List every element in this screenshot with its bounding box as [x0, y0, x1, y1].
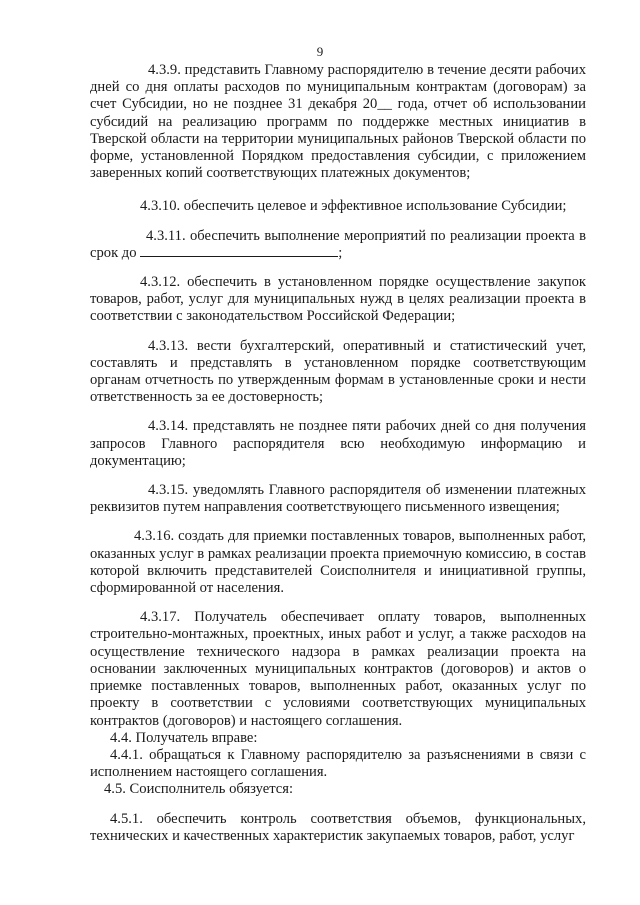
clause-4-5: 4.5. Соисполнитель обязуется: [104, 781, 294, 798]
clause-4-3-9: 4.3.9. представить Главному распорядителю в течение десяти рабочих дней со дня оплаты расходов по муниципальным контрактам (договорам) за счет Субсидии, но не позднее 31 декабря 20__ года, отчет об использовании субсидий на реализацию программ по поддержке местных инициатив в Тверской области на территории муниципальных районов Тверской области по форме, установленной Порядком предоставления субсидии, с приложением заверенных копий соответствующих платежных документов; [90, 62, 586, 182]
clause-4-3-11-end: ; [338, 244, 343, 261]
clause-4-3-11-text: 4.3.11. обеспечить выполнение мероприятий по реализации проекта в срок до [90, 227, 586, 261]
clause-4-3-10: 4.3.10. обеспечить целевое и эффективное использование Субсидии; [140, 198, 567, 215]
clause-4-3-17: 4.3.17. Получатель обеспечивает оплату товаров, выполненных строительно-монтажных, проектных, иных работ и услуг, а также расходов на осуществление технического надзора в рамках реализации проекта на основании заключенных муниципальных контрактов (договоров) и актов о приемке поставленных товаров, выполненных работ, оказанных услуг по проекту в соответствии с условиями соответствующих муниципальных контрактов (договоров) и настоящего соглашения. [90, 609, 586, 729]
clause-4-4: 4.4. Получатель вправе: [110, 729, 258, 746]
clause-4-3-16: 4.3.16. создать для приемки поставленных товаров, выполненных работ, оказанных услуг в рамках реализации проекта приемочную комиссию, в состав которой включить представителей Соисполнителя и инициативной группы, сформированной от населения. [90, 528, 586, 597]
clause-4-4-1: 4.4.1. обращаться к Главному распорядителю за разъяснениями в связи с исполнением настоящего соглашения. [90, 746, 586, 781]
date-blank-line [140, 245, 338, 257]
clause-4-3-15: 4.3.15. уведомлять Главного распорядителя об изменении платежных реквизитов путем направления соответствующего письменного извещения; [90, 482, 586, 516]
clause-4-5-1: 4.5.1. обеспечить контроль соответствия объемов, функциональных, технических и качественных характеристик закупаемых товаров, работ, услуг [90, 810, 586, 844]
clause-4-3-14: 4.3.14. представлять не позднее пяти рабочих дней со дня получения запросов Главного распорядителя всю необходимую информацию и документацию; [90, 418, 586, 469]
clause-4-3-13: 4.3.13. вести бухгалтерский, оперативный и статистический учет, составлять и представлять в установленном порядке соответствующим органам отчетность по утвержденным формам в установленные сроки и нести ответственность за ее достоверность; [90, 337, 586, 406]
clause-4-3-12: 4.3.12. обеспечить в установленном порядке осуществление закупок товаров, работ, услуг для муниципальных нужд в целях реализации проекта в соответствии с законодательством Российской Федерации; [90, 274, 586, 325]
clause-4-3-11 [90, 228, 586, 262]
page-number: 9 [316, 44, 324, 59]
document-body [90, 62, 586, 845]
